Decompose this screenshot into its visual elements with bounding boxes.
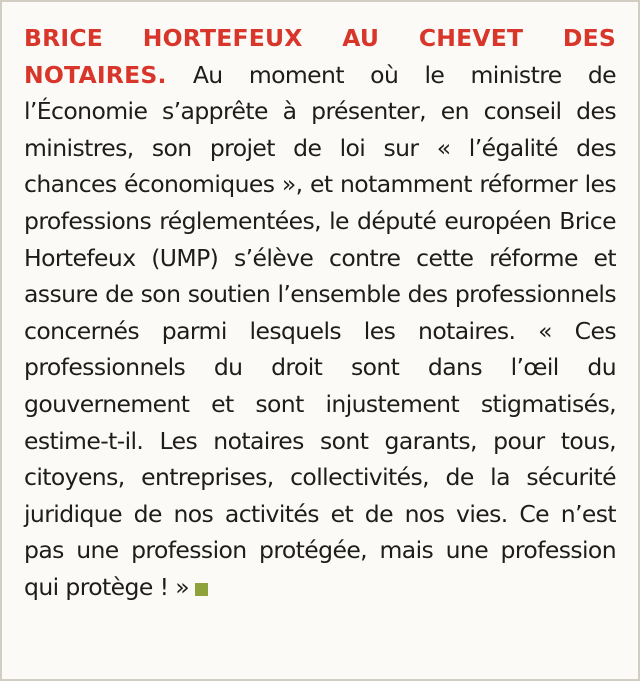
end-of-article-square-icon	[195, 583, 208, 596]
article-text: Au moment où le ministre de l’Économie s’apprête à présenter, en conseil des ministres, son projet de loi sur « l’égalité des chances économiques », et notamment réformer les professions réglementées, le député européen Brice Hortefeux (UMP) s’élève contre cette réforme et assure de son soutien l’ensemble des professionnels concernés parmi lesquels les notaires. « Ces professionnels du droit sont dans l’œil du gouvernement et sont injustement stigmatisés, estime-t-il. Les notaires sont garants, pour tous, citoyens, entreprises, collectivités, de la sécurité juridique de nos activités et de nos vies. Ce n’est pas une profession protégée, mais une profession qui protège ! »	[24, 60, 616, 601]
article-body	[24, 20, 616, 606]
headline: BRICE HORTEFEUX AU CHEVET DES NOTAIRES.	[24, 24, 616, 89]
